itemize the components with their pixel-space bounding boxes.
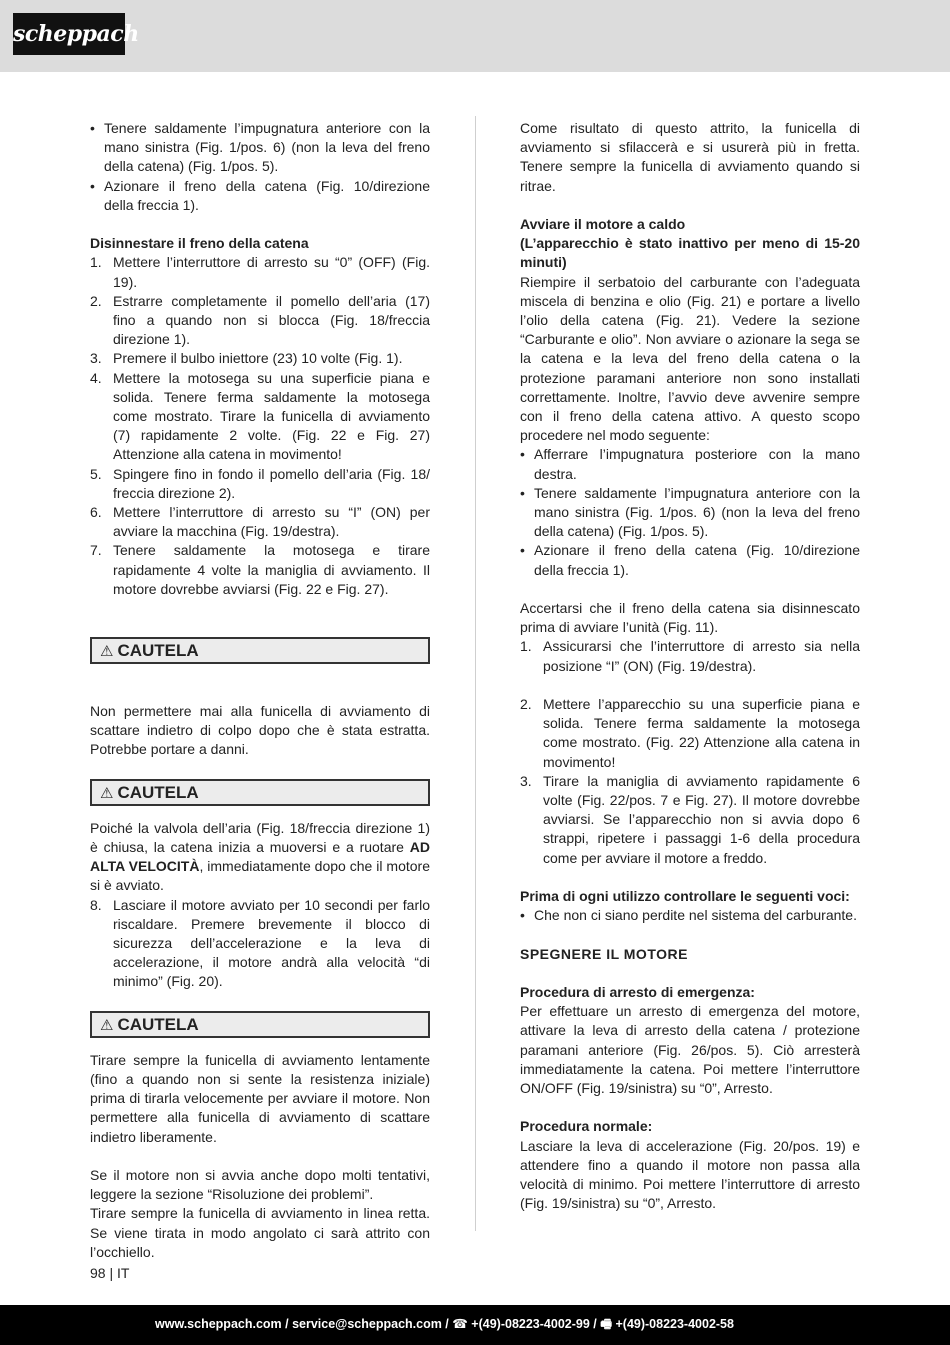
list-item: • Afferrare l’impugnatura posteriore con la mano destra. — [520, 446, 860, 482]
header-band — [0, 0, 950, 72]
paragraph: Come risultato di questo attrito, la funicella di avviamento si sfilaccerà e si usurerà più in fretta. Tenere sempre la funicella di avviamento quando si ritrae. — [520, 120, 860, 194]
paragraph: Tirare sempre la funicella di avviamento in linea retta. Se viene tirata in modo angolato ci sarà attrito con l’occhiello. — [90, 1205, 430, 1260]
bullet-list-check — [520, 906, 860, 925]
section-heading: Prima di ogni utilizzo controllare le seguenti voci: — [520, 888, 850, 905]
steps-list — [90, 896, 430, 992]
list-item: • Azionare il freno della catena (Fig. 10/direzione della freccia 1). — [90, 177, 430, 213]
list-item: 5. Spingere fino in fondo il pomello dell’aria (Fig. 18/ freccia direzione 2). — [90, 465, 430, 501]
paragraph: Riempire il serbatoio del carburante con l’adeguata miscela di benzina e olio (Fig. 21) e portare a livello l’olio della catena (Fig. 21). Vedere la sezione “Carburante e olio”. Non avviare o azionare la sega se la catena e la leva del freno della catena o la protezione paramani anteriore non sono installati correttamente. Inoltre, l’avvio deve avvenire sempre con il freno della catena attivo. A questo scopo procedere nel modo seguente: — [520, 273, 860, 444]
list-item: 7. Tenere saldamente la motosega e tirare rapidamente 4 volte la maniglia di avviamento. Il motore dovrebbe avviarsi (Fig. 22 e Fig. 27). — [90, 542, 430, 597]
steps-list — [520, 695, 860, 868]
caution-text: Tirare sempre la funicella di avviamento lentamente (fino a quando non si sente la resistenza iniziale) prima di tirarla velocemente per avviare il motore. Non permettere alla funicella di avviamento di scattare indietro liberamente. — [90, 1051, 430, 1145]
section-heading: Disinnestare il freno della catena — [90, 235, 309, 252]
list-item: 8. Lasciare il motore avviato per 10 secondi per farlo riscaldare. Premere brevemente il blocco di sicurezza dell’accelerazione e la leva di accelerazione, il motore andrà alla velocità “di minimo” (Fig. 20). — [90, 896, 430, 990]
warning-icon: ⚠ — [100, 1016, 114, 1034]
paragraph: Se il motore non si avvia anche dopo molti tentativi, leggere la sezione “Risoluzione dei problemi”. — [90, 1167, 430, 1203]
warning-icon: ⚠ — [100, 643, 114, 661]
caution-box: ⚠ CAUTELA — [90, 779, 430, 806]
paragraph: Lasciare la leva di accelerazione (Fig. 20/pos. 19) e attendere fino a quando il motore non passa alla velocità di minimo. Poi mettere l’interruttore di arresto (Fig. 19/sinistra) su “0”, Arresto. — [520, 1137, 860, 1212]
right-column — [520, 119, 860, 1213]
list-item: 2. Estrarre completamente il pomello dell’aria (17) fino a quando non si blocca (Fig. 18/freccia direzione 1). — [90, 292, 430, 348]
list-item: • Tenere saldamente l’impugnatura anteriore con la mano sinistra (Fig. 1/pos. 6) (non la leva del freno della catena) (Fig. 1/pos. 5). — [520, 484, 860, 540]
steps-list — [520, 637, 860, 675]
caution-text: Poiché la valvola dell’aria (Fig. 18/freccia direzione 1) è chiusa, la catena inizia a muoversi e a ruotare AD ALTA VELOCITÀ, immediatamente dopo che il motore si è avviato. — [90, 819, 430, 894]
list-item: 1. Mettere l’interruttore di arresto su “0” (OFF) (Fig. 19). — [90, 254, 430, 290]
steps-list — [90, 253, 430, 599]
page-number: 98 | IT — [90, 1265, 130, 1281]
bullet-list-brake — [90, 119, 430, 215]
list-item: 3. Premere il bulbo iniettore (23) 10 volte (Fig. 1). — [90, 350, 403, 367]
caution-text: Non permettere mai alla funicella di avviamento di scattare indietro di colpo dopo che è stata estratta. Potrebbe portare a danni. — [90, 703, 430, 758]
caution-box: ⚠ CAUTELA — [90, 1011, 430, 1038]
section-subheading: (L’apparecchio è stato inattivo per meno di 15-20 minuti) — [520, 235, 860, 271]
list-item: 6. Mettere l’interruttore di arresto su “I” (ON) per avviare la macchina (Fig. 19/destra). — [90, 504, 430, 540]
paragraph: Accertarsi che il freno della catena sia disinnescato prima di avviare l’unità (Fig. 11). — [520, 600, 860, 636]
left-column — [90, 119, 430, 1262]
list-item: 2. Mettere l’apparecchio su una superficie piana e solida. Tenere ferma saldamente la motosega come mostrato. (Fig. 22) Attenzione alla catena in movimento! — [520, 696, 860, 770]
warning-icon: ⚠ — [100, 784, 114, 802]
brand-logo: scheppach — [13, 13, 125, 55]
section-heading: Procedura normale: — [520, 1118, 653, 1135]
list-item: 3. Tirare la maniglia di avviamento rapidamente 6 volte (Fig. 22/pos. 7 e Fig. 27). Il motore dovrebbe avviarsi. Se l’apparecchio non si avvia dopo 6 strappi, ripetere i passaggi 1-6 della procedura come per avviare il motore a freddo. — [520, 772, 860, 866]
section-heading: SPEGNERE IL MOTORE — [520, 945, 688, 962]
bullet-list-warm — [520, 445, 860, 579]
footer-contact: www.scheppach.com / service@scheppach.com / ☎ +(49)-08223-4002-99 / 🖷 +(49)-08223-4002-58 — [155, 1317, 734, 1331]
column-divider — [475, 116, 476, 1231]
caution-box: ⚠ CAUTELA — [90, 637, 430, 664]
list-item: • Che non ci siano perdite nel sistema del carburante. — [520, 907, 857, 924]
list-item: • Tenere saldamente l’impugnatura anteriore con la mano sinistra (Fig. 1/pos. 6) (non la leva del freno della catena) (Fig. 1/pos. 5). — [90, 120, 430, 175]
section-heading: Procedura di arresto di emergenza: — [520, 984, 755, 1001]
section-heading: Avviare il motore a caldo — [520, 216, 686, 232]
list-item: • Azionare il freno della catena (Fig. 10/direzione della freccia 1). — [520, 542, 860, 578]
paragraph: Per effettuare un arresto di emergenza del motore, attivare la leva di arresto della catena / protezione paramani anteriore (Fig. 26/pos. 5). Ciò arresterà immediatamente la catena. Poi mettere l’interruttore ON/OFF (Fig. 19/sinistra) su “0”, Arresto. — [520, 1003, 860, 1097]
footer-band — [0, 1305, 950, 1345]
list-item: 1. Assicurarsi che l’interruttore di arresto sia nella posizione “I” (ON) (Fig. 19/destra). — [520, 638, 860, 674]
list-item: 4. Mettere la motosega su una superficie piana e solida. Tenere ferma saldamente la motosega come mostrato. Tirare la funicella di avviamento (7) rapidamente 2 volte. (Fig. 22 e Fig. 27) Attenzione alla catena in movimento! — [90, 369, 430, 463]
